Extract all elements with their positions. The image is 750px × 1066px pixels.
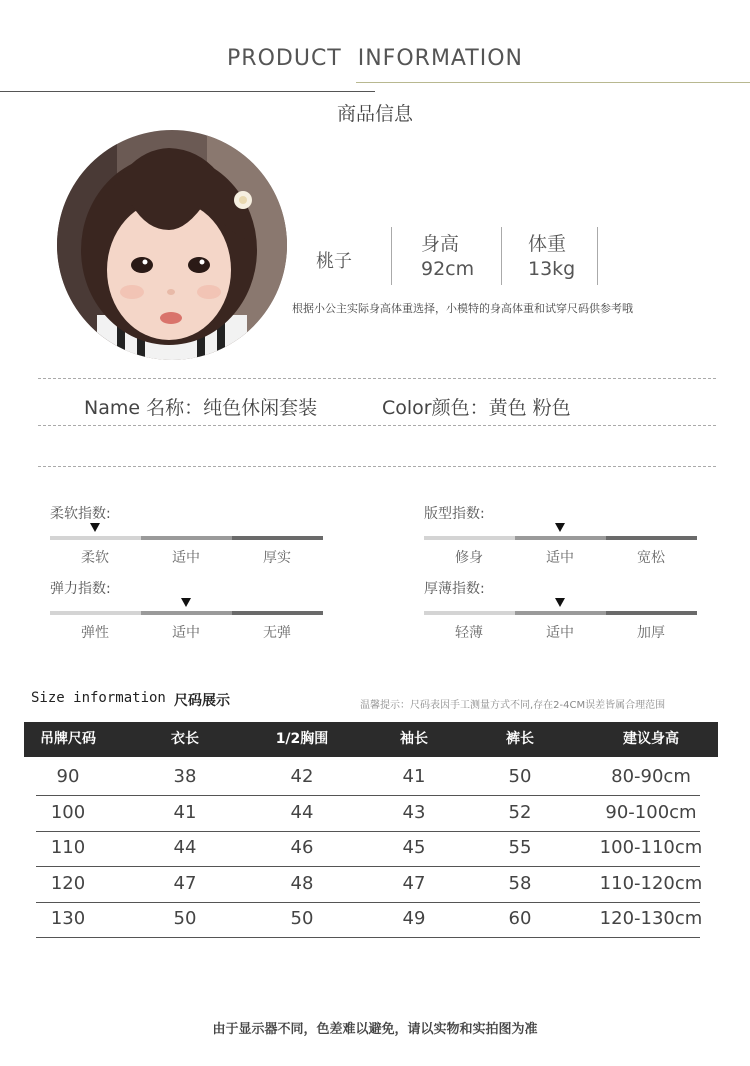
size-table-cell: 100-110cm (599, 837, 703, 858)
size-table-row-divider (36, 866, 700, 867)
size-table-cell: 120 (50, 872, 86, 894)
index-marker-icon (555, 598, 565, 607)
index-option: 弹性 (81, 625, 109, 641)
size-table-cell: 44 (173, 837, 197, 858)
size-title-en: Size information (31, 690, 166, 706)
size-table-cell: 49 (402, 908, 426, 929)
size-table-cell: 130 (50, 908, 86, 929)
size-table-cell: 41 (402, 766, 426, 787)
index-scale-segment (232, 611, 323, 615)
product-name: Name 名称：纯色休闲套装 (84, 397, 318, 419)
size-table-cell: 44 (290, 801, 314, 823)
size-table-cell: 90 (56, 766, 80, 787)
size-table-header-cell: 建议身高 (623, 731, 679, 747)
index-scale-segment (424, 611, 515, 615)
size-table-header-cell: 吊牌尺码 (40, 731, 96, 747)
size-table-cell: 43 (402, 801, 426, 823)
product-information-title: PRODUCT INFORMATION (227, 46, 523, 71)
index-option: 无弹 (263, 625, 291, 641)
size-table-cell: 90-100cm (605, 801, 697, 823)
size-table-header-cell: 1/2胸围 (275, 731, 329, 747)
size-table-row-divider (36, 902, 700, 903)
size-table-cell: 38 (173, 766, 197, 787)
index-scale-segment (515, 536, 606, 540)
size-table-cell: 52 (508, 801, 532, 823)
size-table-cell: 47 (173, 872, 197, 894)
dashed-divider (38, 425, 716, 426)
size-table-header (24, 722, 718, 757)
product-information-subtitle: 商品信息 (336, 103, 413, 125)
model-photo (57, 130, 287, 360)
index-option: 厚实 (263, 550, 291, 566)
index-option: 适中 (172, 550, 200, 566)
header-rule-right (356, 82, 750, 83)
index-label: 厚薄指数: (424, 581, 485, 597)
index-option: 适中 (172, 625, 200, 641)
dashed-divider (38, 378, 716, 379)
stat-separator (501, 227, 502, 285)
size-table-header-cell: 袖长 (400, 731, 428, 747)
size-table-row-divider (36, 937, 700, 938)
header-rule-left (0, 91, 375, 92)
index-option: 适中 (546, 550, 574, 566)
index-option: 柔软 (81, 550, 109, 566)
index-scale-segment (50, 611, 141, 615)
size-table-cell: 80-90cm (611, 766, 691, 787)
index-scale-segment (424, 536, 515, 540)
index-scale-segment (141, 536, 232, 540)
index-option: 适中 (546, 625, 574, 641)
model-weight (528, 232, 575, 282)
size-table-cell: 120-130cm (599, 908, 703, 929)
size-table-cell: 60 (508, 908, 532, 929)
index-scale-segment (50, 536, 141, 540)
stat-separator (597, 227, 598, 285)
size-table-row-divider (36, 831, 700, 832)
size-table-cell: 48 (290, 872, 314, 894)
color-disclaimer: 由于显示器不同，色差难以避免，请以实物和实拍图为准 (212, 1022, 538, 1037)
size-table-row-divider (36, 795, 700, 796)
index-option: 修身 (455, 550, 483, 566)
index-label: 弹力指数: (50, 581, 111, 597)
height-label: 身高 (421, 233, 460, 255)
size-table-cell: 41 (173, 801, 197, 823)
model-portrait-illustration (57, 130, 287, 360)
size-table-cell: 50 (290, 908, 314, 929)
model-height (421, 232, 474, 282)
dashed-divider (38, 466, 716, 467)
index-label: 版型指数: (424, 506, 485, 522)
size-table-header-cell: 衣长 (171, 731, 199, 747)
size-table-cell: 46 (290, 837, 314, 858)
index-option: 轻薄 (455, 625, 483, 641)
model-size-note: 根据小公主实际身高体重选择，小模特的身高体重和试穿尺码供参考哦 (292, 302, 633, 315)
size-table-cell: 50 (508, 766, 532, 787)
size-table-cell: 110-120cm (599, 872, 703, 894)
weight-value: 13kg (528, 258, 576, 280)
index-label: 柔软指数: (50, 506, 111, 522)
size-table-cell: 100 (50, 801, 86, 823)
height-value: 92cm (421, 258, 475, 280)
index-scale-segment (606, 611, 697, 615)
product-color: Color颜色：黄色 粉色 (382, 397, 571, 419)
size-table-cell: 42 (290, 766, 314, 787)
index-option: 加厚 (637, 625, 665, 641)
size-table-cell: 45 (402, 837, 426, 858)
index-scale-segment (232, 536, 323, 540)
index-marker-icon (90, 523, 100, 532)
size-table-header-cell: 裤长 (506, 731, 534, 747)
index-option: 宽松 (637, 550, 665, 566)
size-table-cell: 47 (402, 872, 426, 894)
size-title-cn: 尺码展示 (174, 693, 230, 709)
size-table-cell: 110 (50, 837, 86, 858)
size-table-cell: 58 (508, 872, 532, 894)
model-name: 桃子 (316, 251, 352, 272)
index-marker-icon (555, 523, 565, 532)
size-table-cell: 50 (173, 908, 197, 929)
index-scale-segment (515, 611, 606, 615)
weight-label: 体重 (528, 233, 567, 255)
index-scale-segment (141, 611, 232, 615)
size-table-cell: 55 (508, 837, 532, 858)
measurement-tip: 温馨提示：尺码表因手工测量方式不同,存在2-4CM误差皆属合理范围 (360, 700, 666, 711)
stat-separator (391, 227, 392, 285)
index-scale-segment (606, 536, 697, 540)
index-marker-icon (181, 598, 191, 607)
